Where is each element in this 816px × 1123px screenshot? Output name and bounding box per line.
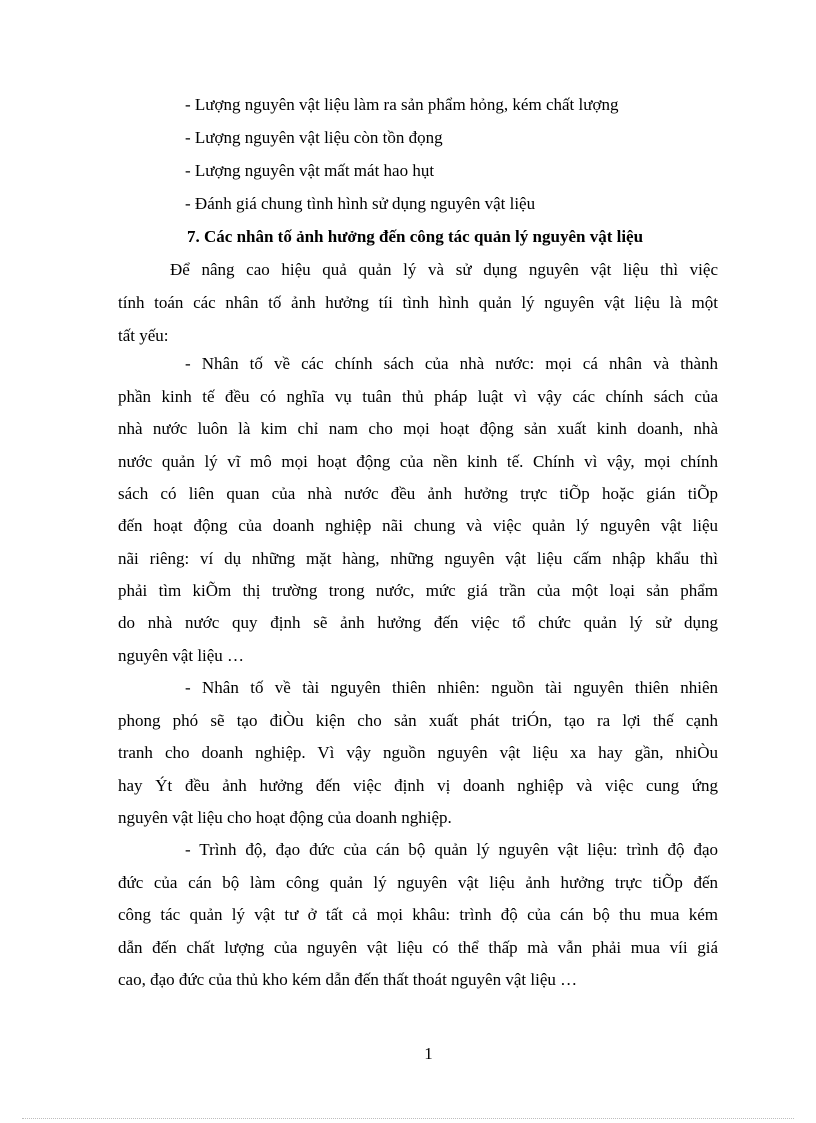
paragraph-line: tính toán các nhân tố ảnh hưởng tíi tình hình quản lý nguyên vật liệu là một <box>118 293 718 312</box>
paragraph-line: nhà nước luôn là kim chỉ nam cho mọi hoạt động sản xuất kinh doanh, nhà <box>118 419 718 438</box>
paragraph-line: Để nâng cao hiệu quả quản lý và sử dụng nguyên vật liệu thì việc <box>170 260 718 279</box>
paragraph-line: - Trình độ, đạo đức của cán bộ quản lý nguyên vật liệu: trình độ đạo <box>185 840 718 859</box>
paragraph-line: cao, đạo đức của thủ kho kém dẫn đến thất thoát nguyên vật liệu … <box>118 970 578 989</box>
paragraph-line: phần kinh tế đều có nghĩa vụ tuân thủ pháp luật vì vậy các chính sách của <box>118 387 718 406</box>
paragraph-line: nguyên vật liệu cho hoạt động của doanh nghiệp. <box>118 808 452 827</box>
paragraph-line: công tác quản lý vật tư ở tất cả mọi khâu: trình độ của cán bộ thu mua kém <box>118 905 718 924</box>
paragraph-line: tất yếu: <box>118 326 169 345</box>
paragraph-line: - Nhân tố về các chính sách của nhà nước: mọi cá nhân và thành <box>185 354 718 373</box>
bullet-item: - Lượng nguyên vật liệu còn tồn đọng <box>185 128 443 147</box>
paragraph-line: dẫn đến chất lượng của nguyên vật liệu có thể thấp mà vẫn phải mua víi giá <box>118 938 718 957</box>
paragraph-line: sách có liên quan của nhà nước đều ảnh hưởng trực tiÕp hoặc gián tiÕp <box>118 484 718 503</box>
paragraph-line: do nhà nước quy định sẽ ảnh hưởng đến việc tổ chức quản lý sử dụng <box>118 613 718 632</box>
section-heading: 7. Các nhân tố ảnh hưởng đến công tác quản lý nguyên vật liệu <box>187 227 644 246</box>
paragraph-line: đến hoạt động của doanh nghiệp nãi chung và việc quản lý nguyên vật liệu <box>118 516 718 535</box>
bullet-item: - Lượng nguyên vật liệu làm ra sản phẩm hỏng, kém chất lượng <box>185 95 619 114</box>
paragraph-line: phong phó sẽ tạo điÒu kiện cho sản xuất phát triÓn, tạo ra lợi thế cạnh <box>118 711 718 730</box>
paragraph-line: hay Ýt đều ảnh hưởng đến việc định vị doanh nghiệp và việc cung ứng <box>118 776 718 795</box>
paragraph-line: phải tìm kiÕm thị trường trong nước, mức giá trần của một loại sản phẩm <box>118 581 718 600</box>
paragraph-line: nước quản lý vĩ mô mọi hoạt động của nền kinh tế. Chính vì vậy, mọi chính <box>118 452 718 471</box>
paragraph-line: tranh cho doanh nghiệp. Vì vậy nguồn nguyên vật liệu xa hay gần, nhiÒu <box>118 743 718 762</box>
paragraph-line: nguyên vật liệu … <box>118 646 245 665</box>
bullet-item: - Lượng nguyên vật mất mát hao hụt <box>185 161 435 180</box>
page-number: 1 <box>424 1044 433 1063</box>
page-bottom-divider <box>22 1118 794 1119</box>
paragraph-line: nãi riêng: ví dụ những mặt hàng, những nguyên vật liệu cấm nhập khẩu thì <box>118 549 718 568</box>
paragraph-line: - Nhân tố về tài nguyên thiên nhiên: nguồn tài nguyên thiên nhiên <box>185 678 718 697</box>
bullet-item: - Đánh giá chung tình hình sử dụng nguyên vật liệu <box>185 194 536 213</box>
paragraph-line: đức của cán bộ làm công quản lý nguyên vật liệu ảnh hưởng trực tiÕp đến <box>118 873 718 892</box>
